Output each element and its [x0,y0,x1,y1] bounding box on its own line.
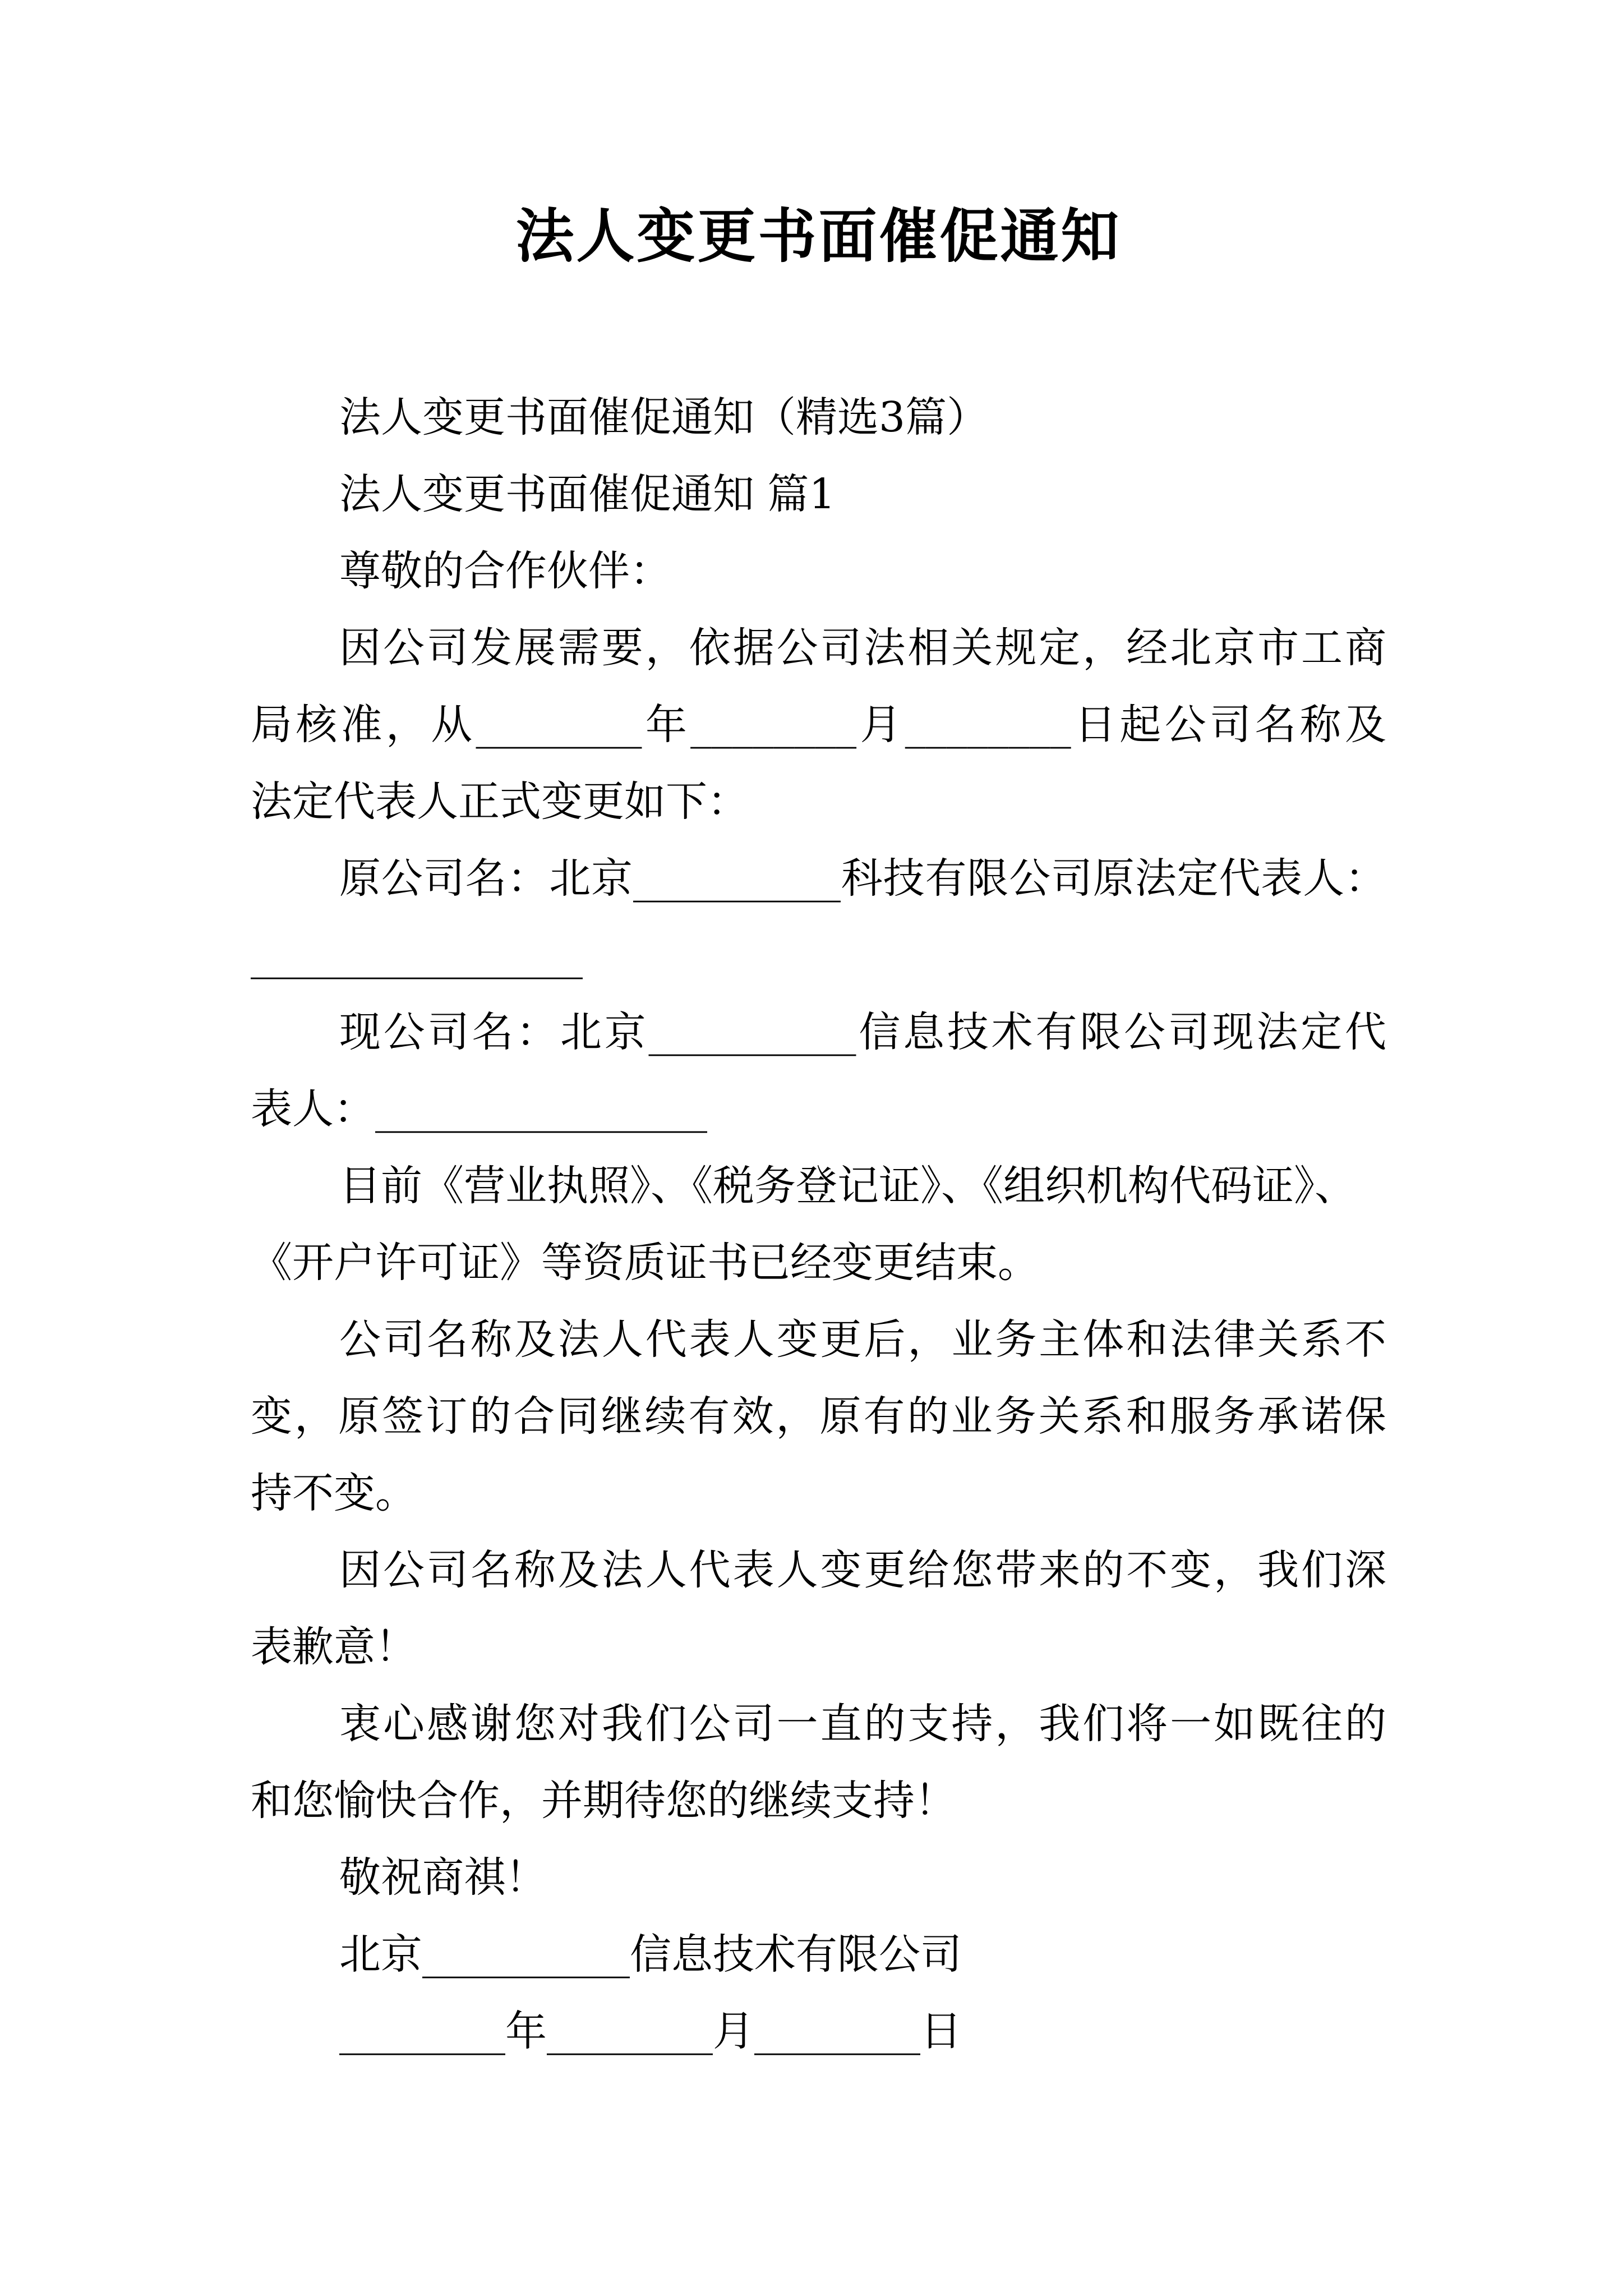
body-line: 因公司名称及法人代表人变更给您带来的不变，我们深 [339,1546,1386,1594]
paragraph-thanks [251,1686,1386,1839]
signature-date-line: ________年________月________日 [339,2007,962,2055]
heading-line: 法人变更书面催促通知 篇1 [339,470,836,518]
paragraph-new-company [251,994,1386,1148]
body-line: 局核准，从________年________月________日起公司名称及 [251,701,1386,749]
body-line: 公司名称及法人代表人变更后，业务主体和法律关系不 [339,1315,1386,1364]
body-line: 因公司发展需要，依据公司法相关规定，经北京市工商 [339,624,1386,672]
paragraph-certificates [251,1148,1386,1301]
paragraph-legal-relations [251,1301,1386,1532]
signature-company-line: 北京__________信息技术有限公司 [339,1930,962,1978]
paragraph-original-company [251,840,1386,994]
paragraph-change-notice [251,610,1386,840]
document-body [251,379,1386,2070]
body-line: 法定代表人正式变更如下： [251,777,749,826]
body-line: 持不变。 [251,1469,417,1517]
original-company-line: 原公司名：北京__________科技有限公司原法定代表人： [339,854,1386,903]
body-line: 目前《营业执照》、《税务登记证》、《组织机构代码证》、 [339,1162,1356,1210]
article-heading [251,456,1386,533]
body-line: 表歉意！ [251,1623,417,1671]
closing-line: 敬祝商祺！ [339,1853,547,1902]
salutation-line: 尊敬的合作伙伴： [339,547,671,595]
new-legal-rep-line: 表人：________________ [251,1085,707,1133]
body-line: 和您愉快合作，并期待您的继续支持！ [251,1777,956,1825]
document-title: 法人变更书面催促通知 [515,201,1122,270]
selection-heading [251,379,1386,456]
salutation [251,533,1386,610]
body-line: 变，原签订的合同继续有效，原有的业务关系和服务承诺保 [251,1392,1386,1441]
new-company-line: 现公司名：北京__________信息技术有限公司现法定代 [339,1008,1386,1056]
body-line: 衷心感谢您对我们公司一直的支持，我们将一如既往的 [339,1700,1386,1748]
heading-line: 法人变更书面催促通知（精选3篇） [339,393,989,441]
closing-greeting [251,1839,1386,1916]
body-line: 《开户许可证》等资质证书已经变更结束。 [251,1239,1039,1287]
signature-company [251,1916,1386,1993]
original-legal-rep-blank: ________________ [251,931,583,979]
signature-date [251,1993,1386,2070]
paragraph-apology [251,1532,1386,1686]
